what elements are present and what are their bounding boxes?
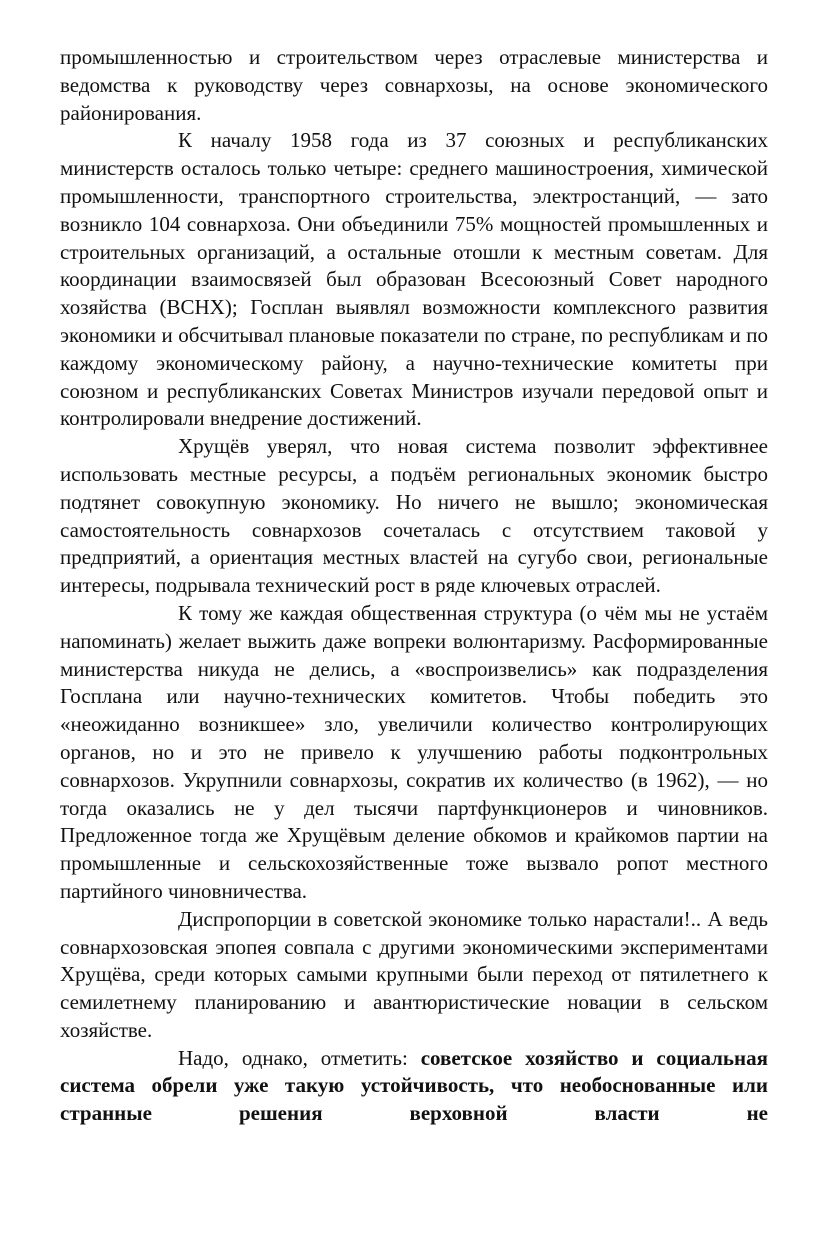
paragraph-intro-continuation: промышленностью и строительством через отраслевые министерства и ведомства к руководству через совнархозы, на основе экономического районирования. [60,45,768,125]
paragraph-structures-survive: К тому же каждая общественная структура (о чём мы не устаём напоминать) желает выжить даже вопреки волюнтаризму. Расформированные министерства никуда не делись, а «воспроизвелись» как подразделения Госплана или научно-технических комитетов. Чтобы победить это «неожиданно возникшее» зло, увеличили количество контролирующих органов, но и это не привело к улучшению работы подконтрольных совнархозов. Укрупнили совнархозы, сократив их количество (в 1962), — но тогда оказались не у дел тысячи партфункционеров и чиновников. Предложенное тогда же Хрущёвым деление обкомов и крайкомов партии на промышленные и сельскохозяйственные тоже вызвало ропот местного партийного чиновничества. [60,600,768,903]
document-page [60,44,768,1128]
paragraph-conclusion [60,1045,768,1128]
paragraph-khrushchev-claims: Хрущёв уверял, что новая система позволит эффективнее использовать местные ресурсы, а подъём региональных экономик быстро подтянет совокупную экономику. Но ничего не вышло; экономическая самостоятельность совнархозов сочеталась с отсутствием таковой у предприятий, а ориентация местных властей на сугубо свои, региональные интересы, подрывала технический рост в ряде ключевых отраслей. [60,434,768,598]
paragraph-ministries-1958: К началу 1958 года из 37 союзных и республиканских министерств осталось только четыре: среднего машиностроения, химической промышленности, транспортного строительства, электростанций, — зато возникло 104 совнархоза. Они объединили 75% мощностей промышленных и строительных организаций, а остальные отошли к местным советам. Для координации взаимосвязей был образован Всесоюзный Совет народного хозяйства (ВСНХ); Госплан выявлял возможности комплексного развития экономики и обсчитывал плановые показатели по стране, по республикам и по каждому экономическому району, а научно-технические комитеты при союзном и республиканских Советах Министров изучали передовой опыт и контролировали внедрение достижений. [60,128,768,431]
paragraph-conclusion-bold: советское хозяйство и социальная система обрели уже такую устойчивость, что необоснованные или странные решения верховной власти не [60,1045,768,1126]
paragraph-disproportions: Диспропорции в советской экономике только нарастали!.. А ведь совнархозовская эпопея совпала с другими экономическими экспериментами Хрущёва, среди которых самыми крупными были переход от пятилетнего к семилетнему планированию и авантюристические новации в сельском хозяйстве. [60,906,768,1042]
paragraph-conclusion-lead: Надо, однако, отметить: [178,1045,421,1070]
